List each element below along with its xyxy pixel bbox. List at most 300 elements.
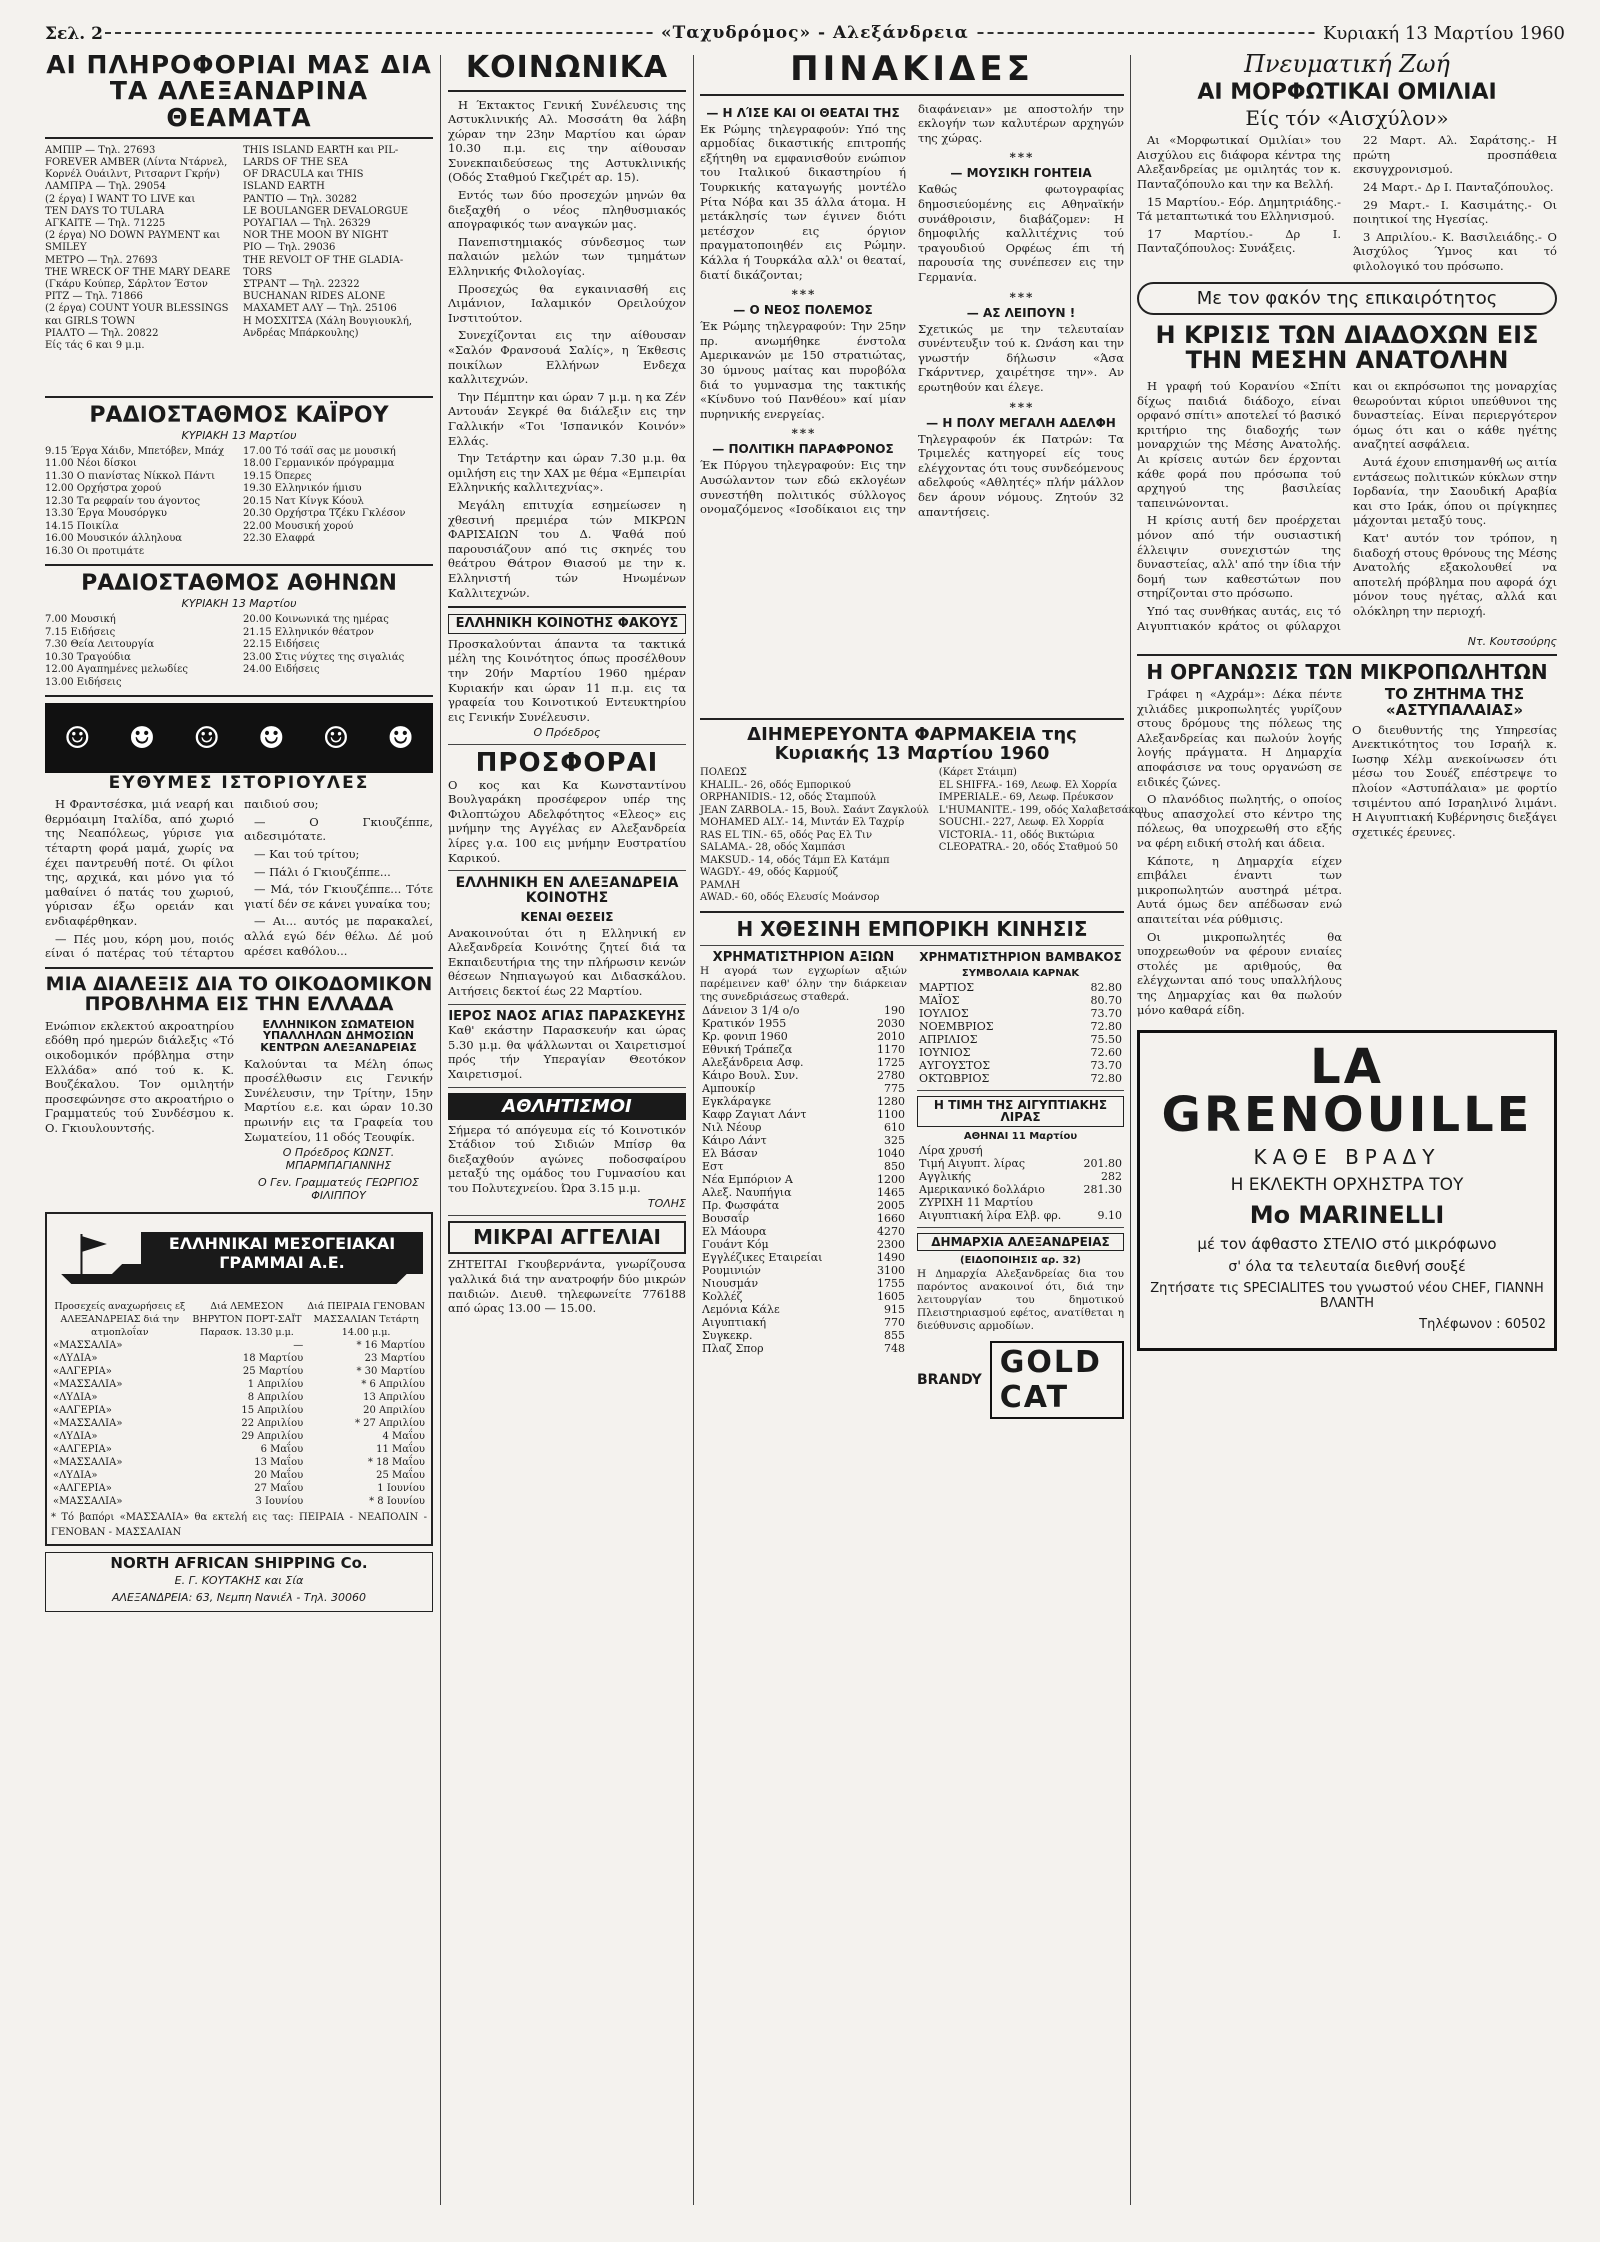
pound-row-cell: ΖΥΡΙΧΗ 11 Μαρτίου	[919, 1195, 1033, 1209]
cotton-row-cell: ΜΑΪΟΣ	[919, 993, 960, 1007]
face-icon: ☺	[322, 720, 350, 756]
radio-program: 9.15 Έργα Χάιδν, Μπετόβεν, Μπάχ	[45, 445, 225, 457]
pharmacy-entry: JEAN ZARBOLA.- 15, Βουλ. Σαάντ Ζαγκλούλ	[700, 804, 929, 816]
cotton-row-cell: 72.80	[1090, 1071, 1122, 1085]
pinakides-text: Εκ Ρώμης τηλεγραφούν: Υπό της αρμοδίας δικαστικής επιτροπής εξήτηθη να εμφανισθούν ενώπιον του Ιταλικού δικαστηρίου ή Τουρκικής καταγωγής μοντέλο Ρίτα Νόβα και 35 άλλα άτομα. Η μετάκλησίς των έγινεν διότι μετέσχον εις όργιον πραγματοποιηθέν εις Ρώμην. Κάλλα ή Τουρκάλα αλλ' οι θεαταί, διατί δικάζονται;	[700, 121, 906, 282]
separator-stars: ∗∗∗	[1008, 148, 1034, 163]
pharmacy-entry: EL SHIFFA.- 169, Λεωφ. Ελ Χορρία	[938, 779, 1118, 791]
stock-row	[700, 1043, 907, 1056]
cinema-line: THE WRECK OF THE MARY DEARE	[45, 266, 231, 278]
sports-text: Σήμερα τό απόγευμα είς τό Κοινοτικόν Στάδιον τού Σιδιών Μπίσρ θα διεξαχθούν αγώνες ποδοσφαίρου μεταξύ της ομάδος του Γυμνασίου και του Πολυτεχνείου. Ώρα 3.15 μ.μ.	[448, 1122, 686, 1195]
stock-row-cell: Νιουσμάν	[702, 1276, 759, 1290]
radio-program: 22.00 Μουσική χορού	[243, 520, 354, 532]
shipping-row-cell: «ΛΥΔΙΑ»	[53, 1353, 98, 1365]
lecture-item: 29 Μαρτ.- Ι. Κασιμάτης.- Οι ποιητικοί της Ηγεσίας.	[1353, 197, 1557, 227]
radio-program: 7.30 Θεία Λειτουργία	[45, 639, 155, 651]
stock-row-cell: 915	[884, 1302, 905, 1316]
pound-row	[917, 1209, 1124, 1222]
shipping-row-cell: 1 Ιουνίου	[377, 1483, 425, 1495]
stock-row-cell: 775	[884, 1081, 905, 1095]
cotton-row-cell: ΑΥΓΟΥΣΤΟΣ	[919, 1058, 991, 1072]
agent-name: NORTH AFRICAN SHIPPING Co.	[110, 1554, 368, 1573]
face-icon: ☻	[128, 720, 156, 756]
cotton-row-cell: 72.60	[1090, 1045, 1122, 1059]
stock-row	[700, 1160, 907, 1173]
cinema-line: και GIRLS TOWN	[45, 315, 136, 327]
issue-date: Κυριακή 13 Μαρτίου 1960	[1317, 23, 1565, 44]
cinema-line: BUCHANAN RIDES ALONE	[243, 291, 386, 303]
crisis-paragraph: Η κρίσις αυτή δεν προέρχεται μόνον από τήν ουσιαστική έλλειψιν συνεχιστών της δυναστείας, αλλ' από την ίδια τήν δομή των καθεστώτων που στηρίζονται στο πρόσωπο.	[1137, 513, 1341, 601]
lecture-item: 24 Μαρτ.- Δρ Ι. Πανταζόπουλος.	[1363, 180, 1554, 195]
radio-program: 22.15 Ειδήσεις	[243, 639, 320, 651]
lens-banner: Με τον φακόν της επικαιρότητος	[1137, 282, 1557, 315]
cinema-line: TORS	[243, 266, 273, 278]
grenouille-singer: μέ τον άφθαστο ΣΤΕΛΙΟ στό μικρόφωνο	[1197, 1235, 1497, 1254]
stock-row-cell: 1170	[877, 1042, 905, 1056]
shipping-header: Προσεχείς αναχωρήσεις εξ ΑΛΕΞΑΝΔΡΕΙΑΣ διά την ατμοπλοΐαν	[54, 1301, 186, 1339]
pound-row-cell: Αγγλικής	[919, 1169, 972, 1183]
stock-row-cell: Αιγυπτιακή	[702, 1315, 767, 1329]
radio-program: 10.30 Τραγούδια	[45, 651, 131, 663]
shipping-row-cell: 20 Απριλίου	[363, 1405, 425, 1417]
cotton-row	[917, 1059, 1124, 1072]
stock-row-cell: Πλαζ Σπορ	[702, 1341, 764, 1355]
pound-city: ΑΘΗΝΑΙ 11 Μαρτίου	[963, 1130, 1078, 1142]
community-title: ΕΛΛΗΝΙΚΗ ΕΝ ΑΛΕΞΑΝΔΡΕΙΑ ΚΟΙΝΟΤΗΣ	[455, 875, 679, 906]
cinema-line: Η ΜΟΣΧΙΤΣΑ (Χάλη Βουγιουκλή,	[243, 315, 413, 327]
shipping-row-cell: 3 Ιουνίου	[255, 1496, 304, 1508]
cinema-line: NOR THE MOON BY NIGHT	[243, 230, 389, 242]
pharmacy-entry: L'HUMANITE.- 199, οδός Χαλαβετσάκου	[938, 804, 1147, 816]
cotton-row	[917, 981, 1124, 994]
mortgage-headline: ΜΙΑ ΔΙΑΛΕΞΙΣ ΔΙΑ ΤΟ ΟΙΚΟΔΟΜΙΚΟΝ ΠΡΟΒΛΗΜΑ ΕΙΣ ΤΗΝ ΕΛΛΑΔΑ	[45, 973, 433, 1015]
cotton-row	[917, 1046, 1124, 1059]
pharmacy-entry: MOHAMED ALY.- 14, Μιντάν Ελ Ταχρίρ	[700, 817, 905, 829]
radio-athens-schedule	[45, 614, 433, 689]
cotton-row-cell: 72.80	[1090, 1019, 1122, 1033]
radio-program: 20.00 Κοινωνικά της ημέρας	[243, 614, 389, 626]
shipping-row-cell: 20 Μαΐου	[254, 1470, 304, 1482]
shipping-row-cell: 18 Μαρτίου	[242, 1353, 304, 1365]
stock-row-cell: Κάιρο Βουλ. Συν.	[702, 1068, 799, 1082]
social-item: Πανεπιστημιακός σύνδεσμος των παλαιών μελών των τμημάτων Ελληνικής Φιλολογίας.	[448, 234, 686, 279]
cinema-line: ΡΟΥΑΓΙΑΛ — Τηλ. 26329	[243, 217, 371, 229]
stock-row	[700, 1225, 907, 1238]
stock-row	[700, 1108, 907, 1121]
pharmacy-entry: ΠΟΛΕΩΣ	[700, 767, 747, 779]
pound-row-cell	[1077, 1196, 1124, 1209]
cotton-row	[917, 1033, 1124, 1046]
agent-line: Ε. Γ. ΚΟΥΤΑΚΗΣ και Σία	[174, 1574, 304, 1588]
stock-row	[700, 1056, 907, 1069]
stock-row-cell: Εγγλέζικες Εταιρείαι	[702, 1250, 823, 1264]
community-text: Ανακοινούται ότι η Ελληνική εν Αλεξανδρεία Κοινότης ζητεί διά τα Εκπαιδευτήρια της την πλήρωσιν κενών θέσεων Νηπιαγωγού και Διδασκάλου. Αιτήσεις δεκτοί έως 22 Μαρτίου.	[448, 925, 686, 998]
civil-servants-president: Ο Πρόεδρος ΚΩΝΣΤ. ΜΠΑΡΜΠΑΓΙΑΝΝΗΣ	[282, 1146, 395, 1173]
shipping-row-cell: 29 Απριλίου	[241, 1431, 304, 1443]
stock-row-cell: Γουάντ Κόμ	[702, 1237, 769, 1251]
shipping-title: ΕΛΛΗΝΙΚΑΙ ΜΕΣΟΓΕΙΑΚΑΙ ΓΡΑΜΜΑΙ Α.Ε.	[141, 1232, 423, 1274]
brandy-label: BRANDY	[917, 1372, 982, 1389]
shipping-row	[51, 1417, 427, 1430]
crisis-paragraph: Η γραφή τού Κορανίου «Σπίτι δίχως παιδιά διάδοχο, είναι ορφανό σπίτι» αποτελεί τό βασικό κριτήριο της διαδοχής των μοναρχιών της Μέσης Ανατολής. Αι κρίσεις αυτών δεν έρχονται κάθε φορά που πρόσωπα τού αρχηγού της βασιλείας ταπεινώνονται.	[1137, 379, 1341, 510]
cotton-row-cell: ΑΠΡΙΛΙΟΣ	[919, 1032, 978, 1046]
stock-row-cell: Κάιρο Λάντ	[702, 1133, 767, 1147]
shipping-row-cell: —	[293, 1340, 304, 1352]
organ-article	[1137, 687, 1342, 1020]
column-social	[448, 52, 686, 2222]
crisis-article	[1137, 379, 1557, 633]
cotton-title: ΧΡΗΜΑΤΙΣΤΗΡΙΟΝ ΒΑΜΒΑΚΟΣ	[919, 949, 1122, 964]
humor-paragraph: Η Φραντσέσκα, μιά νεαρή και θερμόαιμη Ιταλίδα, από χωριό της Νεαπόλεως, γύρισε για τέταρτη φορά μαμά, χωρίς να έχει παντρευθή ποτέ. Οι φίλοι της, αρχικά, και μόνο για τό μαθαίνει ό πατάς του χωριού, γύρισαν έξω ορειάν και ενδιαφέρθηκαν.	[45, 797, 234, 929]
shipping-row-cell: 4 Μαΐου	[382, 1431, 425, 1443]
shipping-row-cell: «ΑΛΓΕΡΙΑ»	[53, 1366, 112, 1378]
market-title: ΔΗΜΑΡΧΙΑ ΑΛΕΞΑΝΔΡΕΙΑΣ	[917, 1233, 1124, 1252]
cotton-row	[917, 1072, 1124, 1085]
shipping-row-cell: 11 Μαΐου	[376, 1444, 425, 1456]
stock-row-cell: Κρ. φονιπ 1960	[702, 1029, 788, 1043]
social-item: Μεγάλη επιτυχία εσημείωσεν η χθεσινή πρεμιέρα τών ΜΙΚΡΩΝ ΦΑΡΙΣΑΙΩΝ του Δ. Ψαθά πού παρουσιάζουν από τις σκηνές του θεάτρου Θάτρον Θιασού με την κ. Ελληνιστή τών Ηνωμένων Καλλιτεχνών.	[448, 497, 686, 600]
stock-row-cell: Εγκλάραγκε	[702, 1094, 771, 1108]
shipping-row	[51, 1443, 427, 1456]
cinema-line: (2 έργα) I WANT TO LIVE και	[45, 193, 196, 205]
stock-row-cell: Συγκεκρ.	[702, 1328, 753, 1342]
cinema-line: ΡΙΟ — Τηλ. 29036	[243, 242, 336, 254]
separator-stars: ∗∗∗	[1008, 287, 1034, 302]
stock-row	[700, 1199, 907, 1212]
cinema-line: SMILEY	[45, 242, 87, 254]
pound-row-cell: Αιγυπτιακή λίρα Ελβ. φρ.	[919, 1208, 1062, 1222]
stock-row	[700, 1069, 907, 1082]
shipping-row-cell: 25 Μαρτίου	[242, 1366, 304, 1378]
humor-paragraph: — Πάλι ό Γκιουζέππε...	[254, 864, 391, 879]
shipping-row-cell: 15 Απριλίου	[241, 1405, 304, 1417]
shipping-row-cell: «ΜΑΣΣΑΛΙΑ»	[53, 1340, 123, 1352]
shipping-row	[51, 1365, 427, 1378]
fakoi-text: Προσκαλούνται άπαντα τα τακτικά μέλη της Κοινότητος όπως προσέλθουν την 20ήν Μαρτίου 1960 ημέραν Κυριακήν και ώραν 11 π.μ. εις τα γραφεία του Κοινοτικού Εντευκτηρίου εις Γενικήν Συνέλευσιν.	[448, 636, 686, 724]
shipping-row-cell: «ΜΑΣΣΑΛΙΑ»	[53, 1418, 123, 1430]
grenouille-phone: Τηλέφωνον : 60502	[1419, 1317, 1546, 1333]
cinema-line: ΜΕΤΡΟ — Τηλ. 27693	[45, 254, 158, 266]
shipping-row	[51, 1495, 427, 1508]
radio-program: 12.00 Αγαπημένες μελωδίες	[45, 664, 188, 676]
stock-row	[700, 1277, 907, 1290]
radio-program: 17.00 Τό τσάϊ σας με μουσική	[243, 445, 396, 457]
shipping-row-cell: 13 Μαΐου	[254, 1457, 304, 1469]
stock-row-cell: Δάνειον 3 1/4 ο/ο	[702, 1003, 800, 1017]
stock-row	[700, 1264, 907, 1277]
social-item: Την Τετάρτην και ώραν 7.30 μ.μ. θα ομιλήση εις την ΧΑΧ με θέμα «Εμπειρίαι Ελληνικής καλλιτεχνίας».	[448, 451, 686, 495]
radio-program: 11.00 Νέοι δίσκοι	[45, 458, 137, 470]
offers-title: ΠΡΟΣΦΟΡΑΙ	[475, 748, 659, 779]
cinema-line: ΑΜΠΙΡ — Τηλ. 27693	[45, 144, 156, 156]
page-number: Σελ. 2	[45, 24, 103, 44]
radio-program: 16.00 Μουσικόν άλληλουα	[45, 533, 183, 545]
stock-row-cell: 1200	[877, 1172, 905, 1186]
pinakides-kicker: — ΑΣ ΛΕΙΠΟΥΝ !	[966, 305, 1076, 320]
radio-program: 20.15 Νατ Κίνγκ Κόουλ	[243, 495, 364, 507]
face-icon: ☺	[193, 720, 221, 756]
shipping-row-cell: * 16 Μαρτίου	[356, 1340, 425, 1352]
stock-row	[700, 1147, 907, 1160]
radio-program: 20.30 Ορχήστρα Τζέκυ Γκλέσον	[243, 508, 406, 520]
cotton-table	[917, 981, 1124, 1085]
stock-row-cell: 2300	[877, 1237, 905, 1251]
stock-row-cell: Αλεξάνδρεια Ασφ.	[702, 1055, 804, 1069]
pinakides-text: Έκ Ρώμης τηλεγραφούν: Την 25ην πρ. ανωμήθηκε ένστολα Αμερικανών με 150 στρατιώτας, 30 ύμνους μαίτας και πυροβόλα διά το γυμνασμα της τακτικής «Κίνδυνο τού Πανθέου» καί μίαν πυρηνικής ενεργείας.	[700, 319, 906, 421]
organ-paragraph: Γράφει η «Αχράμ»: Δέκα πέντε χιλιάδες μικροπωλητές γυρίζουν στους δρόμους της πόλεως της Αλεξανδρείας και πωλούν λογής λογής πράγματα. Η Δημαρχία αποφάσισε να τους οργανώση σε ειδικές ζώνες.	[1137, 687, 1342, 789]
pound-title: Η ΤΙΜΗ ΤΗΣ ΑΙΓΥΠΤΙΑΚΗΣ ΛΙΡΑΣ	[917, 1096, 1124, 1127]
pinakides-items	[700, 102, 1124, 712]
cinema-line: FOREVER AMBER (Λίντα Ντάρνελ,	[45, 156, 228, 168]
pharmacy-entry: AWAD.- 60, οδός Ελευσίς Μοάνσορ	[700, 892, 880, 904]
radio-program: 7.00 Μουσική	[45, 614, 116, 626]
separator-stars: ∗∗∗	[1008, 397, 1034, 412]
social-news	[448, 98, 686, 601]
pharmacy-entry: SALAMA.- 28, οδός Χαμπάσι	[700, 842, 846, 854]
cotton-row-cell: ΝΟΕΜΒΡΙΟΣ	[919, 1019, 994, 1033]
pound-row-cell: Τιμή Αιγυπτ. λίρας	[919, 1156, 1026, 1170]
cinema-line: ΡΙΤΖ — Τηλ. 71866	[45, 291, 143, 303]
cinema-line: ISLAND EARTH	[243, 181, 325, 193]
stocks-intro: Η αγορά των εγχωρίων αξιών παρέμεινεν καθ' όλην την διάρκειαν της συνεδριάσεως σταθερά.	[700, 964, 907, 1003]
aeschylus-title: Είς τόν «Αισχύλον»	[1245, 106, 1449, 131]
social-item: Συνεχίζονται εις την αίθουσαν «Σαλόν Φρανσουά Σαλίς», η Έκθεσις ποικίλων Ελλήνων Ενδεχα καλλιτεχνών.	[448, 328, 686, 387]
stock-row	[700, 1030, 907, 1043]
shipping-row	[51, 1378, 427, 1391]
radio-cairo-date: ΚΥΡΙΑΚΗ 13 Μαρτίου	[181, 428, 297, 442]
humor-title: ΕΥΘΥΜΕΣ ΙΣΤΟΡΙΟΥΛΕΣ	[108, 773, 370, 794]
offers-text: Ο κος και Κα Κωνσταντίνου Βουλγαράκη προσέφερον υπέρ της Φιλοπτώχου Αδελφότητος «Ελεος» εις μνήμην της Αγγέλας εν Αλεξανδρεία λίρες γ.α. 100 εις μνήμην Ευστρατίου Καρικού.	[448, 777, 686, 865]
humor-paragraph: — Ο Γκιουζέππε, αιδεσιμότατε.	[244, 814, 433, 844]
humor-paragraph: — Και τού τρίτου;	[254, 847, 360, 862]
pinakides-kicker: — ΠΟΛΙΤΙΚΗ ΠΑΡΑΦΡΟΝΟΣ	[712, 442, 894, 457]
stock-row	[700, 1342, 907, 1355]
shipping-note: * Τό βαπόρι «ΜΑΣΣΑΛΙΑ» θα εκτελή εις τας: ΠΕΙΡΑΙΑ - ΝΕΑΠΟΛΙΝ - ΓΕΝΟΒΑΝ - ΜΑΣΣΑΛΙΑΝ	[51, 1512, 427, 1538]
morning-title: ΑΙ ΜΟΡΦΩΤΙΚΑΙ ΟΜΙΛΙΑΙ	[1197, 80, 1497, 106]
pharmacy-entry: RAS EL TIN.- 65, οδός Ρας Ελ Τιν	[700, 829, 873, 841]
stock-row	[700, 1082, 907, 1095]
pinakides-kicker: — Η ΠΟΛΥ ΜΕΓΑΛΗ ΑΔΕΛΦΗ	[926, 415, 1116, 430]
issue-title: ΤΟ ΖΗΤΗΜΑ ΤΗΣ «ΑΣΤΥΠΑΛΑΙΑΣ»	[1384, 685, 1525, 719]
shipping-row-cell: 25 Μαΐου	[376, 1470, 425, 1482]
stock-row-cell: Εθνική Τράπεζα	[702, 1042, 793, 1056]
shipping-row-cell: 1 Απριλίου	[247, 1379, 304, 1391]
newspaper-name: «Ταχυδρόμος» - Αλεξάνδρεια	[655, 23, 975, 43]
social-item: Η Έκτακτος Γενική Συνέλευσις της Αστυκλινικής Αλ. Μοσσάτη θα λάβη χώραν την 23ην Μαρτίου και ώραν 10.30 π.μ. εις την αίθουσαν Συνεκπαιδεύσεως της Αστυκλινικής (Οδός Σταθμού Γκεζιρέτ αρ. 15).	[448, 97, 686, 185]
stock-row-cell: 1755	[877, 1276, 905, 1290]
pound-row-cell	[1077, 1144, 1124, 1157]
social-title: ΚΟΙΝΩΝΙΚΑ	[465, 50, 669, 85]
cotton-row-cell: 82.80	[1090, 980, 1122, 994]
lecture-item: 15 Μαρτίου.- Εόρ. Δημητριάδης.- Τά μεταπτωτικά του Ελληνισμού.	[1137, 194, 1341, 224]
church-title: ΙΕΡΟΣ ΝΑΟΣ ΑΓΙΑΣ ΠΑΡΑΣΚΕΥΗΣ	[448, 1008, 686, 1024]
pharmacy-list-ramleh	[939, 767, 1147, 905]
shipping-row	[51, 1391, 427, 1404]
pharmacy-entry: KHALIL.- 26, οδός Εμπορικού	[700, 779, 851, 791]
shipping-advertisement	[45, 1212, 433, 1546]
radio-program: 21.15 Ελληνικόν θέατρον	[243, 626, 374, 638]
pinakides-kicker: — Η ΛΊΣΕ ΚΑΙ ΟΙ ΘΕΑΤΑΙ ΤΗΣ	[706, 105, 900, 120]
stock-row	[700, 1186, 907, 1199]
cinema-line: THIS ISLAND EARTH και PIL-	[243, 144, 399, 156]
shipping-row	[51, 1456, 427, 1469]
stocks-title: ΧΡΗΜΑΤΙΣΤΗΡΙΟΝ ΑΞΙΩΝ	[712, 949, 895, 965]
cinema-line: PANTIO — Τηλ. 30282	[243, 193, 358, 205]
lecture-item: 17 Μαρτίου.- Δρ Ι. Πανταζόπουλος: Συνάξεις.	[1137, 226, 1341, 256]
stock-row-cell: Κολλέζ	[702, 1289, 743, 1303]
shipping-row-cell: 22 Απριλίου	[241, 1418, 304, 1430]
cinema-headline: ΑΙ ΠΛΗΡΟΦΟΡΙΑΙ ΜΑΣ ΔΙΑ ΤΑ ΑΛΕΞΑΝΔΡΙΝΑ ΘΕΑΜΑΤΑ	[46, 50, 432, 132]
cinema-line: (2 έργα) NO DOWN PAYMENT και	[45, 230, 221, 242]
stock-row-cell: Πρ. Φωσφάτα	[702, 1198, 780, 1212]
stock-row	[700, 1017, 907, 1030]
issue-text: Ο διευθυντής της Υπηρεσίας Ανεκτικότητος του Ισραήλ κ. Ιωσηφ Χέλμ ανεκοίνωσεν ότι μέσω του Σουέζ επέστρεψε το πλοίον «Αστυπάλαια» με φορτίο τσιμέντου από Ισραηλινό λιμάνι. Η Αιγυπτιακή Κυβέρνησις διεξάγει σχετικές έρευνες.	[1352, 722, 1557, 839]
column-rule	[440, 55, 441, 2205]
pound-row	[917, 1157, 1124, 1170]
stock-row-cell: Αμπουκίρ	[702, 1081, 756, 1095]
la-grenouille-advertisement	[1137, 1030, 1557, 1351]
lecture-item: 3 Απριλίου.- Κ. Βασιλειάδης.- Ο Άισχύλος Ύμνος και τό φιλολογικό του πρόσωπο.	[1353, 229, 1557, 274]
cinema-line: LARDS OF THE SEA	[243, 156, 348, 168]
cotton-section	[917, 951, 1124, 1419]
pound-row-cell: Λίρα χρυσή	[919, 1143, 983, 1157]
sports-title: ΑΘΛΗΤΙΣΜΟΙ	[448, 1093, 686, 1120]
stock-row-cell: 855	[884, 1328, 905, 1342]
stock-row	[700, 1004, 907, 1017]
radio-program: 18.00 Γερμανικόν πρόγραμμα	[243, 458, 395, 470]
stock-row-cell: Ελ Μάουρα	[702, 1224, 767, 1238]
spiritual-title: Πνευματική Ζωή	[1244, 50, 1450, 78]
cinema-line: THE REVOLT OF THE GLADIA-	[243, 254, 404, 266]
stock-row	[700, 1134, 907, 1147]
grenouille-every-night: ΚΑΘΕ ΒΡΑΔΥ	[1253, 1145, 1441, 1170]
humor-paragraph: — Μά, τόν Γκιουζέππε... Τότε γιατί δέν σε κάνει γυναίκα του;	[244, 882, 433, 911]
organ-paragraph: Κάποτε, η Δημαρχία είχεν επιβάλει έναντι των μικροπωλητών αυστηρά μέτρα. Αυτά όμως δεν απέδωσαν ενώ απαιτείται νέα ρύθμισις.	[1137, 853, 1342, 926]
pharmacy-title: ΔΙΗΜΕΡΕΥΟΝΤΑ ΦΑΡΜΑΚΕΙΑ της Κυριακής 13 Μαρτίου 1960	[747, 723, 1077, 764]
organ-paragraph: Οι μικροπωλητές θα υποχρεωθούν να φέρουν ενιαίες στολές με αριθμούς, θα ελέγχωνται από τους υπαλλήλους της Δημαρχίας και θα πωλούν μόνο καθαρά είδη.	[1137, 929, 1342, 1017]
fakoi-sign: Ο Πρόεδρος	[533, 726, 601, 740]
shipping-row-cell: «ΛΥΔΙΑ»	[53, 1470, 98, 1482]
mortgage-article: Ενώπιον εκλεκτού ακροατηρίου εδόθη πρό ημερών διάλεξις «Τό οικοδομικόν πρόβλημα στην Ελλάδα» από τού κ. Κ. Βουζέκαλου. Τον ομιλητήν προσεφώνησε στο ακροατήριο ο Γραμματεύς τού Συνδέσμου κ. Ο. Γκιουλουντσής.	[45, 1018, 234, 1136]
church-text: Καθ' εκάστην Παρασκευήν και ώρας 5.30 μ.μ. θα ψάλλωνται οι Χαιρετισμοί πρός τήν Υπεραγίαν Θεοτόκον Χαιρετισμοί.	[448, 1023, 686, 1081]
shipping-row-cell: * 27 Απριλίου	[354, 1418, 425, 1430]
radio-program: 12.00 Ορχήστρα χορού	[45, 483, 162, 495]
cinema-line: ΜΑΧΑΜΕΤ ΑΛΥ — Τηλ. 25106	[243, 303, 397, 315]
radio-program: 13.30 Έργα Μουσόργκυ	[45, 508, 167, 520]
grenouille-specialites: Ζητήσατε τις SPECIALITES του γνωστού νέου CHEF, ΓΙΑΝΝΗ ΒΛΑΝΤΗ	[1150, 1281, 1544, 1312]
shipping-row-cell: 23 Μαρτίου	[364, 1353, 425, 1365]
cinema-line: ΛΑΜΠΡΑ — Τηλ. 29054	[45, 181, 166, 193]
cotton-row-cell: ΙΟΥΝΙΟΣ	[919, 1045, 971, 1059]
market-subtitle: (ΕΙΔΟΠΟΙΗΣΙΣ αρ. 32)	[960, 1255, 1081, 1267]
cotton-row-cell: 73.70	[1090, 1058, 1122, 1072]
stock-row-cell: 190	[884, 1003, 905, 1017]
cotton-subtitle: ΣΥΜΒΟΛΑΙΑ ΚΑΡΝΑΚ	[961, 967, 1080, 979]
stock-row-cell: 325	[884, 1133, 905, 1147]
stocks-table	[700, 1004, 907, 1355]
column-rule	[693, 55, 694, 2205]
pound-row-cell: 9.10	[1097, 1208, 1122, 1222]
shipping-row-cell: * 6 Απριλίου	[361, 1379, 425, 1391]
radio-cairo-title: ΡΑΔΙΟΣΤΑΘΜΟΣ ΚΑΪΡΟΥ	[89, 402, 389, 428]
radio-program: 11.30 Ο πιανίστας Νίκκολ Πάντι	[45, 470, 216, 482]
business-title: Η ΧΘΕΣΙΝΗ ΕΜΠΟΡΙΚΗ ΚΙΝΗΣΙΣ	[736, 916, 1088, 941]
face-icon: ☻	[257, 720, 285, 756]
pharmacy-entry: SOUCHI.- 227, Λεωφ. Ελ Χορρία	[938, 817, 1105, 829]
stock-row	[700, 1212, 907, 1225]
shipping-row-cell: * 30 Μαρτίου	[356, 1366, 425, 1378]
pound-row-cell: 201.80	[1083, 1156, 1122, 1170]
lecture-item: Αι «Μορφωτικαί Ομιλίαι» του Αισχύλου εις διάφορα κέντρα της Αλεξανδρείας με ομιλητάς τον κ. Πανταζόπουλο και την κα Βελλή.	[1137, 133, 1341, 192]
stock-row-cell: 610	[884, 1120, 905, 1134]
cotton-row	[917, 1007, 1124, 1020]
cinema-line: Ανδρέας Μπάρκουλης)	[243, 327, 359, 339]
masthead	[45, 20, 1565, 46]
cinema-line: (Γκάρυ Κούπερ, Σάρλτον Έστον	[45, 278, 208, 290]
sports-sign: ΤΟΛΗΣ	[647, 1197, 686, 1211]
shipping-row	[51, 1404, 427, 1417]
stock-row-cell: 2010	[877, 1029, 905, 1043]
stock-row-cell: 1040	[877, 1146, 905, 1160]
shipping-row-cell: * 18 Μαΐου	[367, 1457, 425, 1469]
column-pinakides-market	[700, 49, 1147, 2222]
pound-row	[917, 1144, 1124, 1157]
shipping-row-cell: «ΑΛΓΕΡΙΑ»	[53, 1444, 112, 1456]
shipping-row	[51, 1352, 427, 1365]
shipping-row-cell: 6 Μαΐου	[260, 1444, 304, 1456]
astypalaia-section	[1352, 687, 1557, 1020]
column-rule	[1130, 55, 1131, 2205]
pound-row-cell: 281.30	[1083, 1182, 1122, 1196]
face-icon: ☻	[387, 720, 415, 756]
radio-program: 13.00 Ειδήσεις	[45, 676, 122, 688]
shipping-row	[51, 1430, 427, 1443]
community-subtitle: ΚΕΝΑΙ ΘΕΣΕΙΣ	[520, 909, 614, 924]
shipping-row-cell: «ΑΛΓΕΡΙΑ»	[53, 1483, 112, 1495]
stock-row-cell: Αλεξ. Ναυπήγια	[702, 1185, 792, 1199]
radio-program: 19.30 Ελληνικόν ήμισυ	[243, 483, 362, 495]
shipping-schedule-table	[51, 1300, 427, 1508]
social-item: Την Πέμπτην και ώραν 7 μ.μ. η κα Ζέν Αντουάν Σεγκρέ θα διάλεξιν εις την Γαλλικήν «Τοι 'Ισπανικόν Κοινόν» Ελλάς.	[448, 389, 686, 448]
pharmacy-entry: VICTORIA.- 11, οδός Βικτώρια	[938, 829, 1095, 841]
pound-row	[917, 1196, 1124, 1209]
cinema-line: ΑΓΚΑΙΤΕ — Τηλ. 71225	[45, 217, 166, 229]
stock-row-cell: Βουσαΐρ	[702, 1211, 750, 1225]
shipping-row-cell: «ΛΥΔΙΑ»	[53, 1392, 98, 1404]
cotton-row-cell: ΜΑΡΤΙΟΣ	[919, 980, 975, 994]
stock-row-cell: 2005	[877, 1198, 905, 1212]
pound-row-cell: Αμερικανικό δολλάριο	[919, 1182, 1045, 1196]
pharmacy-entry: ORPHANIDIS.- 12, οδός Σταμπούλ	[700, 792, 877, 804]
cotton-row-cell: 80.70	[1090, 993, 1122, 1007]
humor-story	[45, 797, 433, 961]
face-icon: ☺	[63, 720, 91, 756]
shipping-row-cell: «ΜΑΣΣΑΛΙΑ»	[53, 1496, 123, 1508]
goldcat-ad	[917, 1341, 1124, 1419]
stock-row-cell: 748	[884, 1341, 905, 1355]
stock-row-cell: 1280	[877, 1094, 905, 1108]
radio-program: 24.00 Ειδήσεις	[243, 664, 320, 676]
crisis-paragraph: Αυτά έχουν επισημανθή ως αιτία εντάσεως πολιτικών κύκλων στην Ιορδανία, την Σαουδική Αραβία και στο Ιράκ, όπου οι πρίγκηπες μάχονται μεταξύ τους.	[1353, 454, 1557, 528]
grenouille-logo: LA GRENOUILLE	[1161, 1039, 1533, 1144]
radio-athens-date: ΚΥΡΙΑΚΗ 13 Μαρτίου	[181, 597, 297, 611]
civil-servants-secretary: Ο Γεν. Γραμματεύς ΓΕΩΡΓΙΟΣ ΦΙΛΙΠΠΟΥ	[258, 1176, 419, 1203]
shipping-row-cell: «ΜΑΣΣΑΛΙΑ»	[53, 1379, 123, 1391]
cinema-line: OF DRACULA και THIS	[243, 169, 364, 181]
cinema-line: (2 έργα) COUNT YOUR BLESSINGS	[45, 303, 229, 315]
cotton-row-cell: 73.70	[1090, 1006, 1122, 1020]
separator-stars: ∗∗∗	[790, 424, 816, 439]
